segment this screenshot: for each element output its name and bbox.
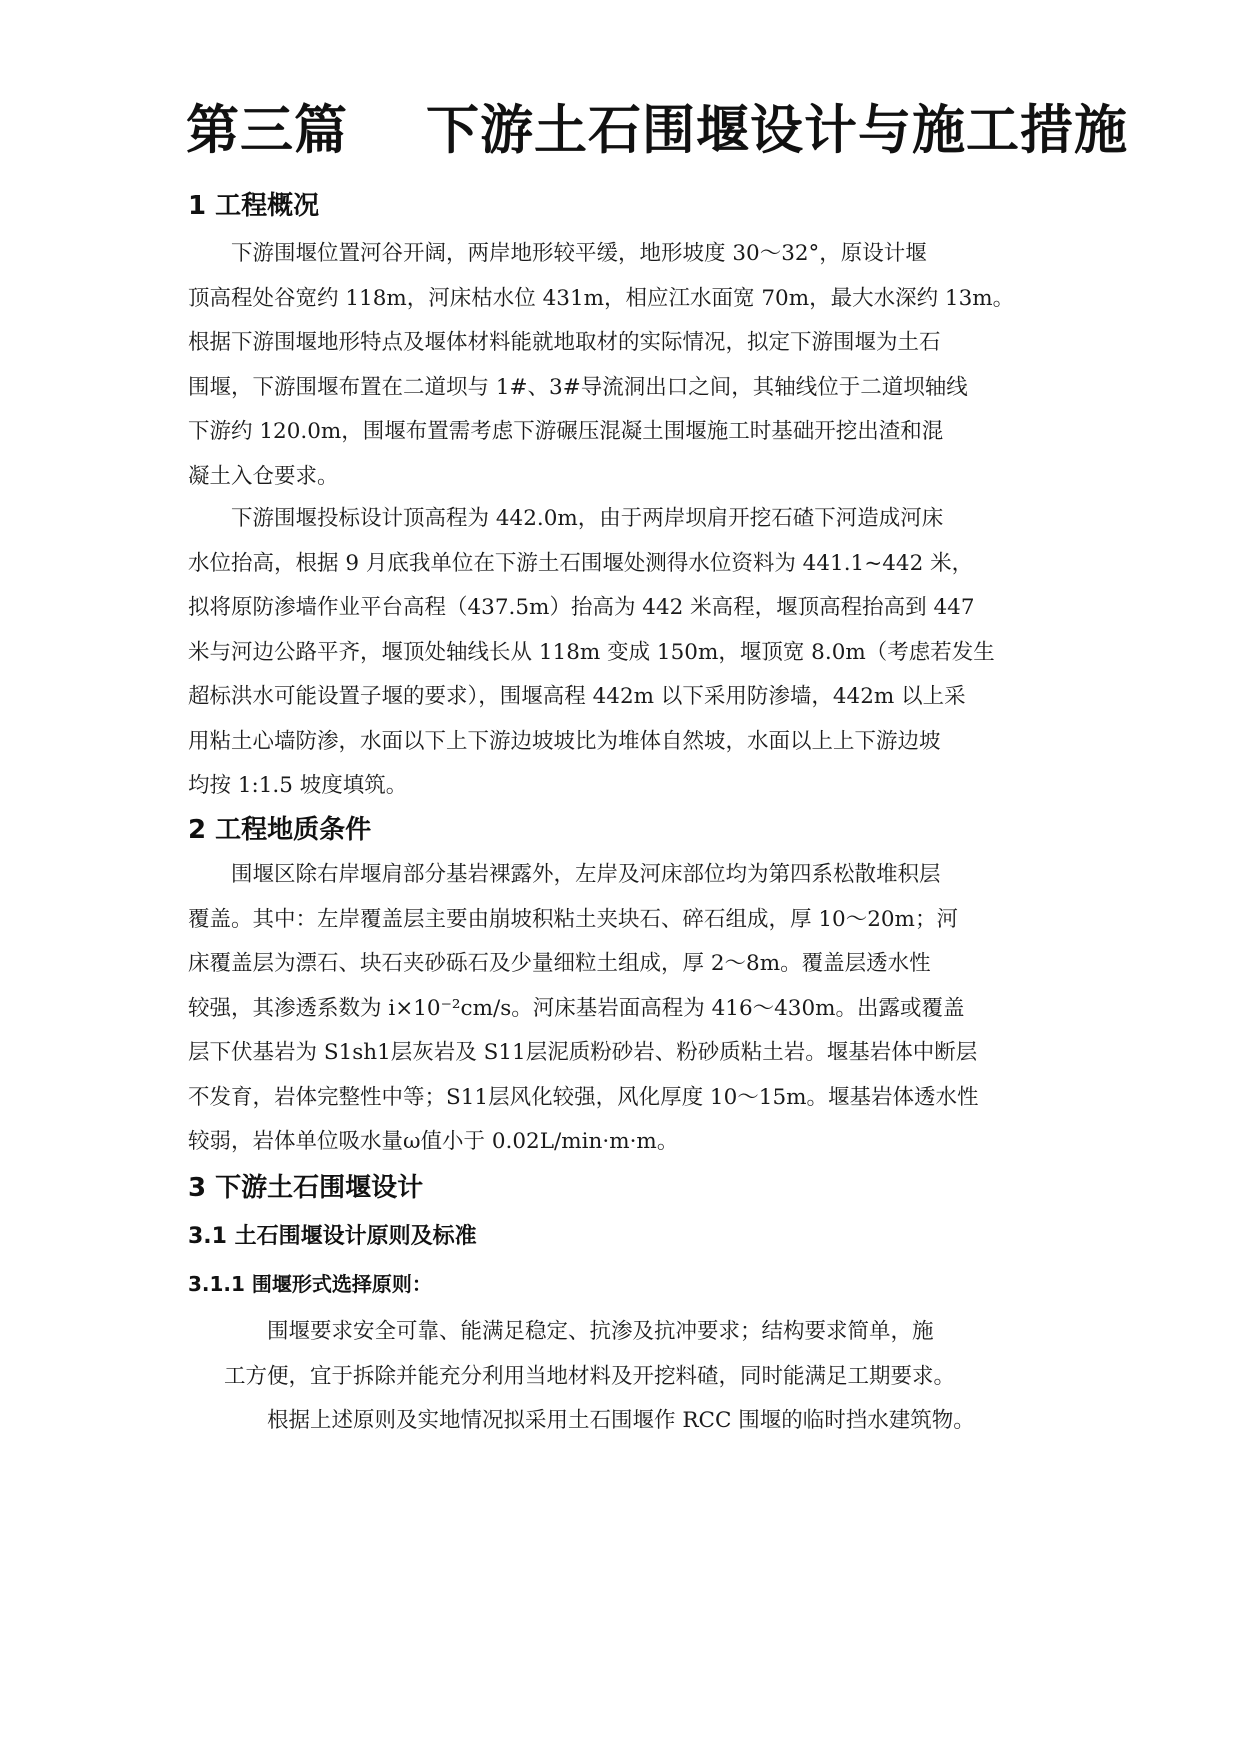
text-line: 水位抬高，根据 9 月底我单位在下游土石围堰处测得水位资料为 441.1~442 米， — [188, 550, 974, 576]
text-line: 不发育，岩体完整性中等；S11层风化较强，风化厚度 10～15m。堰基岩体透水性 — [188, 1084, 979, 1110]
text-line: 凝土入仓要求。 — [188, 463, 339, 489]
text-line: 用粘土心墙防渗，水面以下上下游边坡坡比为堆体自然坡，水面以上上下游边坡 — [188, 728, 941, 754]
title-text: 下游土石围堰设计与施工措施 — [426, 100, 1128, 161]
text-line: 床覆盖层为漂石、块石夹砂砾石及少量细粒土组成，厚 2～8m。覆盖层透水性 — [188, 951, 931, 976]
text-line: 围堰，下游围堰布置在二道坝与 1#、3#导流洞出口之间，其轴线位于二道坝轴线 — [188, 374, 968, 400]
text-line: 较弱，岩体单位吸水量ω值小于 0.02L/min·m·m。 — [188, 1129, 679, 1154]
section-3-paragraph-2 — [224, 1399, 1050, 1444]
section-3-heading: 3 下游土石围堰设计 — [188, 1173, 424, 1203]
text-line: 工方便，宜于拆除并能充分利用当地材料及开挖料碴，同时能满足工期要求。 — [224, 1363, 956, 1389]
text-line: 均按 1:1.5 坡度填筑。 — [188, 773, 408, 798]
page-title — [186, 96, 1128, 166]
section-3-1-1-heading: 3.1.1 围堰形式选择原则： — [188, 1272, 432, 1296]
text-line: 围堰区除右岸堰肩部分基岩裸露外，左岸及河床部位均为第四系松散堆积层 — [231, 862, 941, 887]
text-line: 层下伏基岩为 S1sh1层灰岩及 S11层泥质粉砂岩、粉砂质粘土岩。堰基岩体中断层 — [188, 1040, 978, 1065]
text-line: 超标洪水可能设置子堰的要求），围堰高程 442m 以下采用防渗墙，442m 以上采 — [188, 684, 966, 709]
section-2-paragraph-1 — [188, 853, 1048, 1165]
text-line: 根据上述原则及实地情况拟采用土石围堰作 RCC 围堰的临时挡水建筑物。 — [267, 1408, 975, 1433]
text-line: 根据下游围堰地形特点及堰体材料能就地取材的实际情况，拟定下游围堰为土石 — [188, 330, 941, 355]
section-2-heading: 2 工程地质条件 — [188, 815, 372, 845]
text-line: 下游约 120.0m，围堰布置需考虑下游碾压混凝土围堰施工时基础开挖出渣和混 — [188, 419, 944, 444]
text-line: 米与河边公路平齐，堰顶处轴线长从 118m 变成 150m，堰顶宽 8.0m（考虑若发生 — [188, 639, 995, 665]
section-3-1-heading: 3.1 土石围堰设计原则及标准 — [188, 1224, 477, 1249]
section-3-paragraph-1 — [224, 1310, 1050, 1399]
title-part-label: 第三篇 — [186, 100, 348, 161]
section-1-paragraph-1 — [188, 232, 1048, 499]
text-line: 顶高程处谷宽约 118m，河床枯水位 431m，相应江水面宽 70m，最大水深约 13m。 — [188, 285, 1015, 311]
text-line: 较强，其渗透系数为 i×10⁻²cm/s。河床基岩面高程为 416～430m。出露或覆盖 — [188, 995, 965, 1021]
section-1-heading: 1 工程概况 — [188, 191, 320, 221]
text-line: 下游围堰位置河谷开阔，两岸地形较平缓，地形坡度 30～32°，原设计堰 — [231, 241, 927, 266]
text-line: 下游围堰投标设计顶高程为 442.0m，由于两岸坝肩开挖石碴下河造成河床 — [231, 506, 944, 531]
section-1-paragraph-2 — [188, 497, 1048, 809]
text-line: 拟将原防渗墙作业平台高程（437.5m）抬高为 442 米高程，堰顶高程抬高到 447 — [188, 595, 975, 620]
text-line: 覆盖。其中：左岸覆盖层主要由崩坡积粘土夹块石、碎石组成，厚 10～20m；河 — [188, 906, 958, 932]
text-line: 围堰要求安全可靠、能满足稳定、抗渗及抗冲要求；结构要求简单，施 — [267, 1319, 934, 1344]
